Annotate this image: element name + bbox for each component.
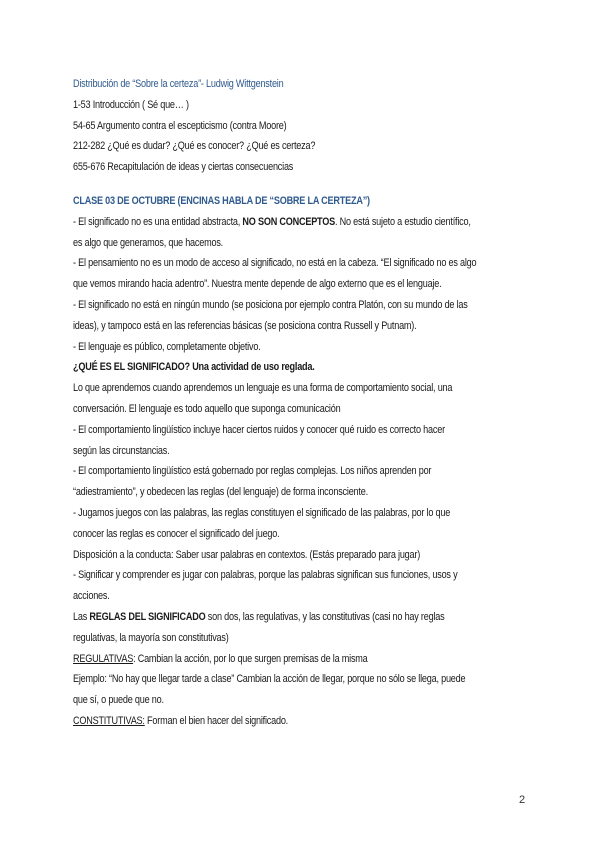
paragraph-line: conversación. El lenguaje es todo aquello que suponga comunicación: [73, 402, 341, 415]
page-number: 2: [519, 794, 526, 806]
underlined-term: CONSTITUTIVAS:: [73, 714, 145, 727]
text-run: : Cambian la acción, por lo que surgen premisas de la misma: [133, 652, 368, 665]
paragraph-line: - El significado no está en ningún mundo (se posiciona por ejemplo contra Platón, con su mundo de las: [73, 298, 468, 311]
paragraph-line: “adiestramiento”, y obedecen las reglas (del lenguaje) de forma inconsciente.: [73, 486, 368, 499]
paragraph-line: [73, 711, 537, 732]
bold-text: NO SON CONCEPTOS: [242, 215, 335, 228]
paragraph-line: [73, 607, 537, 628]
toc-item: 655-676 Recapitulación de ideas y ciertas consecuencias: [73, 161, 294, 174]
paragraph-line: que sí, o puede que no.: [73, 694, 164, 707]
text-run: - El significado no es una entidad abstracta,: [73, 215, 243, 228]
document-body: [73, 74, 533, 732]
paragraph-line: según las circunstancias.: [73, 444, 170, 457]
paragraph-line: acciones.: [73, 590, 110, 603]
paragraph-line: [73, 649, 537, 670]
paragraph-line: - El comportamiento lingüístico incluye hacer ciertos ruidos y conocer qué ruido es correcto hacer: [73, 423, 445, 436]
text-run: . No está sujeto a estudio científico,: [334, 215, 471, 228]
paragraph-line: - El comportamiento lingüístico está gobernado por reglas complejas. Los niños aprenden por: [73, 465, 432, 478]
underlined-term: REGULATIVAS: [73, 652, 134, 665]
text-run: Las: [73, 610, 90, 623]
question-heading: ¿QUÉ ES EL SIGNIFICADO? Una actividad de uso reglada.: [73, 361, 315, 374]
paragraph-line: es algo que generamos, que hacemos.: [73, 236, 223, 249]
text-run: Forman el bien hacer del significado.: [144, 714, 288, 727]
paragraph-line: que vemos mirando hacia adentro”. Nuestra mente depende de algo externo que es el lenguaje.: [73, 278, 442, 291]
paragraph-line: Lo que aprendemos cuando aprendemos un lenguaje es una forma de comportamiento social, una: [73, 382, 453, 395]
paragraph-line: - Jugamos juegos con las palabras, las reglas constituyen el significado de las palabras, por lo que: [73, 506, 451, 519]
paragraph-line: - Significar y comprender es jugar con palabras, porque las palabras significan sus funciones, usos y: [73, 569, 458, 582]
toc-item: 54-65 Argumento contra el escepticismo (contra Moore): [73, 119, 287, 132]
section-heading-clase: CLASE 03 DE OCTUBRE (ENCINAS HABLA DE “SOBRE LA CERTEZA”): [73, 194, 370, 207]
paragraph-line: Ejemplo: “No hay que llegar tarde a clase” Cambian la acción de llegar, porque no sólo se llega, puede: [73, 673, 466, 686]
paragraph-line: [73, 212, 537, 233]
toc-item: 212-282 ¿Qué es dudar? ¿Qué es conocer? ¿Qué es certeza?: [73, 140, 316, 153]
paragraph-line: regulativas, la mayoría son constitutivas): [73, 631, 229, 644]
paragraph-line: - El lenguaje es público, completamente objetivo.: [73, 340, 261, 353]
paragraph-line: conocer las reglas es conocer el significado del juego.: [73, 527, 280, 540]
paragraph-line: ideas), y tampoco está en las referencias básicas (se posiciona contra Russell y Putnam).: [73, 319, 417, 332]
paragraph-line: - El pensamiento no es un modo de acceso al significado, no está en la cabeza. “El significado no es algo: [73, 257, 477, 270]
paragraph-line: Disposición a la conducta: Saber usar palabras en contextos. (Estás preparado para jugar): [73, 548, 421, 561]
bold-text: REGLAS DEL SIGNIFICADO: [89, 610, 206, 623]
toc-item: 1-53 Introducción ( Sé que… ): [73, 98, 189, 111]
text-run: son dos, las regulativas, y las constitutivas (casi no hay reglas: [205, 610, 445, 623]
document-title: Distribución de “Sobre la certeza”- Ludwig Wittgenstein: [73, 78, 284, 90]
